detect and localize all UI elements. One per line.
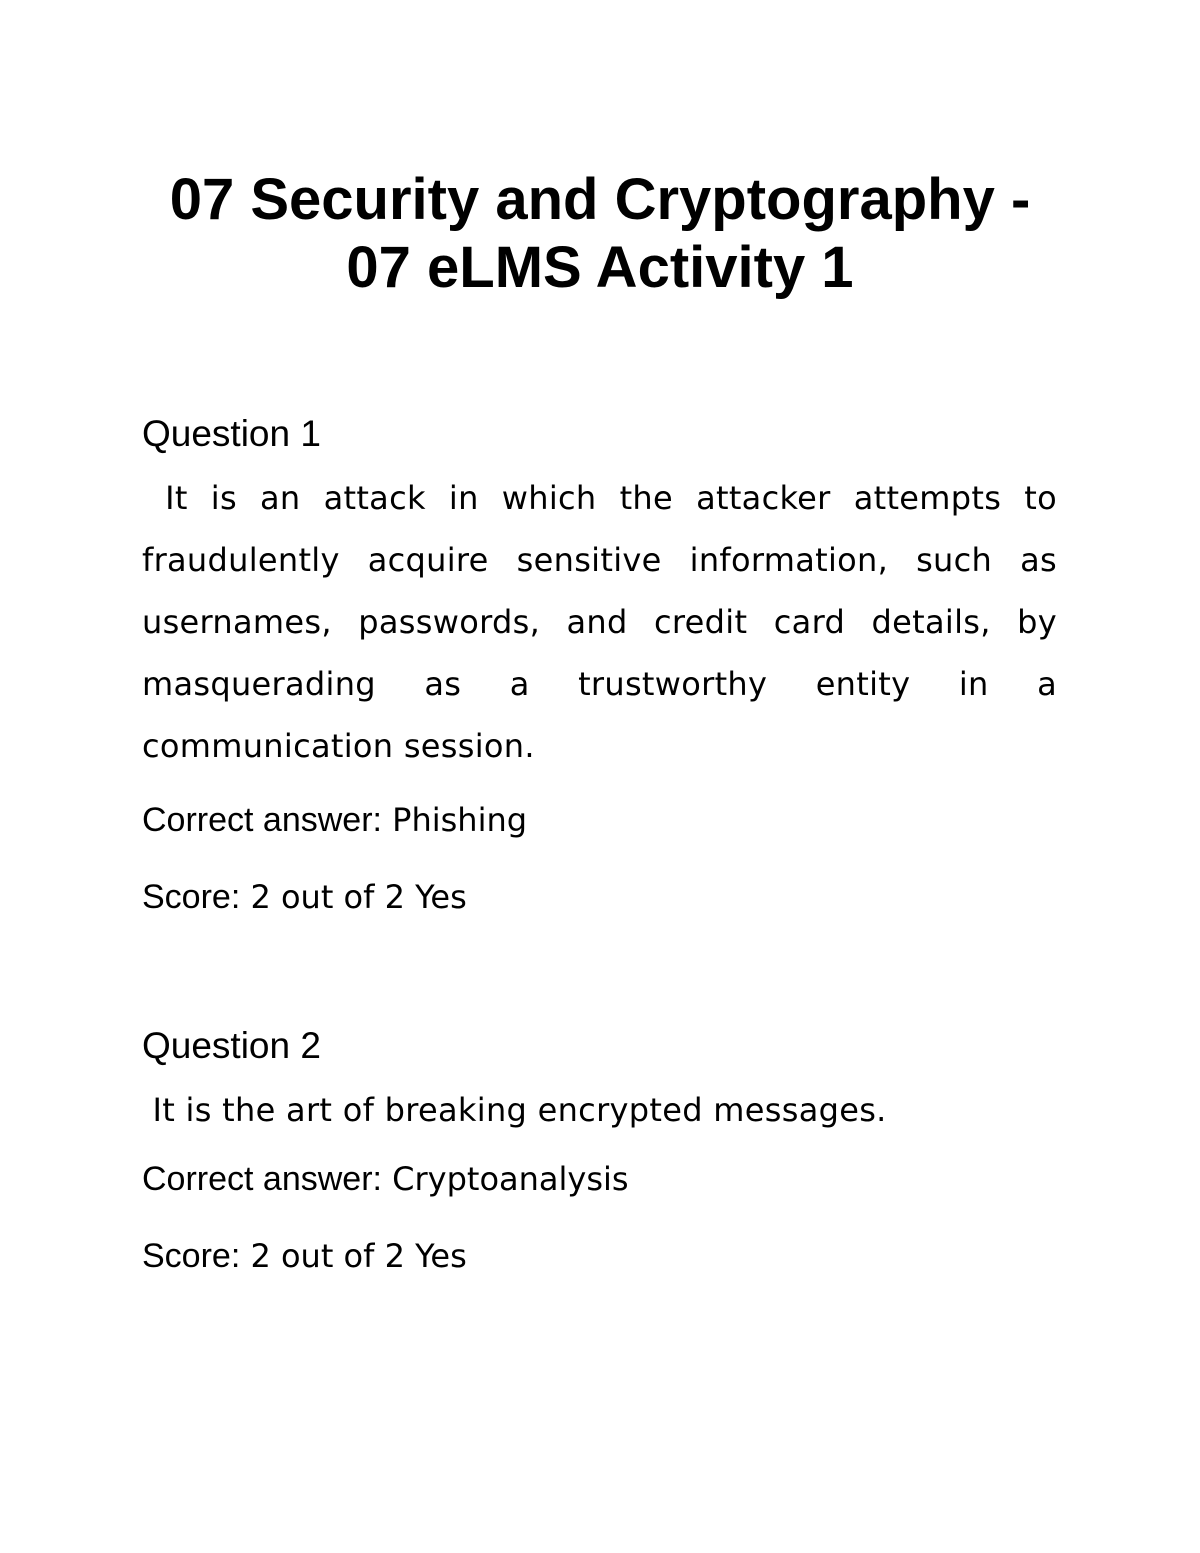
title-line-1: 07 Security and Cryptography -: [169, 167, 1031, 232]
correct-answer-label: Correct answer:: [142, 1160, 382, 1198]
page-title: [100, 166, 1100, 302]
score-label: Score:: [142, 878, 241, 916]
correct-answer-value: Phishing: [392, 801, 528, 839]
question-heading: Question 2: [142, 1025, 321, 1066]
question-block-2: [142, 1024, 1057, 1276]
score-value: 2 out of 2 Yes: [250, 878, 467, 916]
score: [142, 1236, 1057, 1276]
correct-answer-value: Cryptoanalysis: [392, 1160, 629, 1198]
score-value: 2 out of 2 Yes: [250, 1237, 467, 1275]
question-text: It is the art of breaking encrypted messages.: [142, 1091, 887, 1129]
question-text: It is an attack in which the attacker attempts to fraudulently acquire sensitive information, such as usernames, passwords, and credit card details, by masquerading as a trustworthy entity in a communication session.: [142, 479, 1068, 765]
score: [142, 877, 1057, 917]
correct-answer: [142, 1159, 1057, 1199]
score-label: Score:: [142, 1237, 241, 1275]
correct-answer-label: Correct answer:: [142, 801, 382, 839]
correct-answer: [142, 800, 1057, 840]
title-line-2: 07 eLMS Activity 1: [346, 235, 854, 300]
question-heading: Question 1: [142, 413, 321, 454]
question-block-1: [142, 412, 1068, 917]
